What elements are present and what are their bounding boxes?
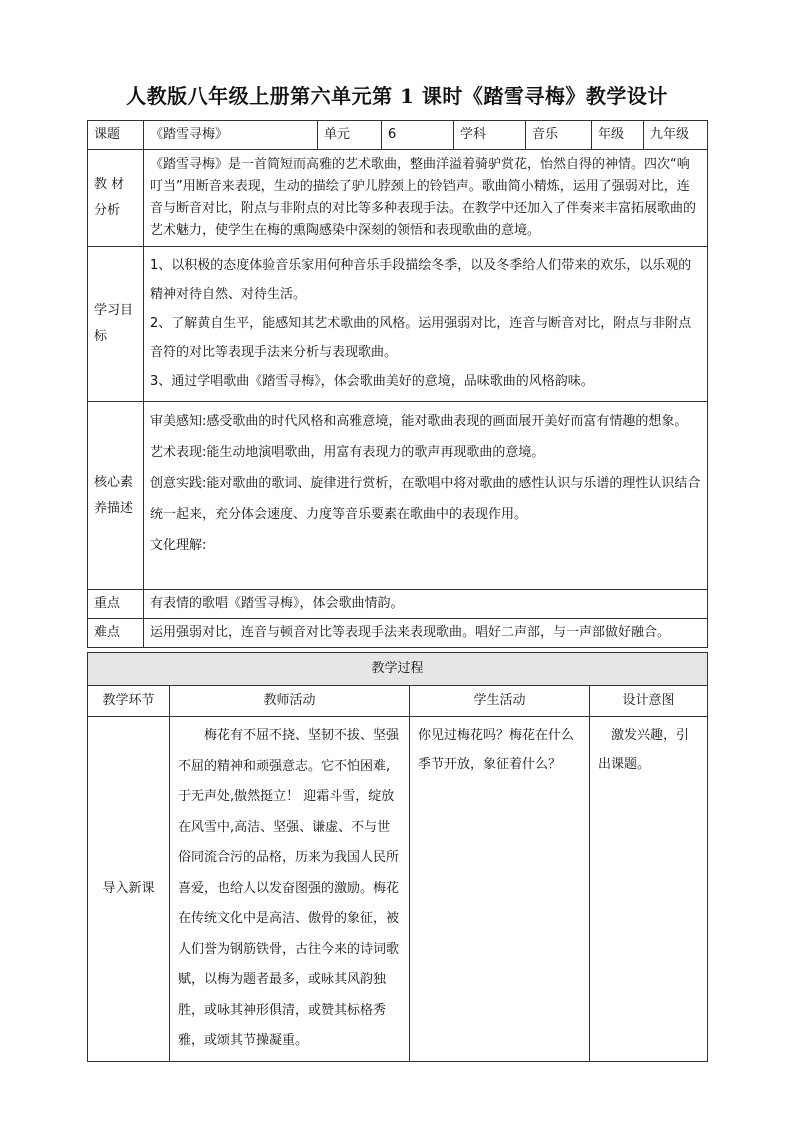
header-intent: 设计意图 xyxy=(590,686,708,717)
goal-item: 1、以积极的态度体验音乐家用何种音乐手段描绘冬季，以及冬季给人们带来的欢乐，以乐观的精神对待自然、对待生活。 xyxy=(150,258,692,302)
header-stage: 教学环节 xyxy=(88,686,170,717)
unit-value: 6 xyxy=(382,121,454,150)
teacher-activity: 梅花有不屈不挠、坚韧不拔、坚强不屈的精神和顽强意志。它不怕困难,于无声处,傲然挺立！ 迎霜斗雪，绽放在风雪中,高洁、坚强、谦虚、不与世俗同流合污的品格，历来为我国人民所喜爱，也给人以发奋图强的激励。梅花在传统文化中是高洁、傲骨的象征，被人们誉为钢筋铁骨，古往今来的诗词歌赋，以梅为题者最多，或咏其风韵独胜，或咏其神形俱清，或赞其标格秀雅，或颂其节操凝重。 xyxy=(170,717,410,1062)
goals-list xyxy=(144,247,708,402)
process-row xyxy=(88,717,708,1062)
difficulty-row xyxy=(88,619,708,648)
topic-label: 课题 xyxy=(88,121,144,150)
goals-row xyxy=(88,247,708,402)
unit-label: 单元 xyxy=(318,121,382,150)
literacy-label: 核心素养描述 xyxy=(88,402,144,590)
literacy-item: 文化理解: xyxy=(150,538,207,553)
key-point-row xyxy=(88,590,708,619)
topic-value: 《踏雪寻梅》 xyxy=(144,121,318,150)
literacy-item: 审美感知:感受歌曲的时代风格和高雅意境，能对歌曲表现的画面展开美好而富有情趣的想象。 xyxy=(150,414,688,429)
key-point-label: 重点 xyxy=(88,590,144,619)
process-title: 教学过程 xyxy=(88,653,708,686)
topic-row xyxy=(88,121,708,150)
student-activity: 你见过梅花吗？梅花在什么季节开放，象征着什么？ xyxy=(410,717,590,1062)
analysis-row xyxy=(88,150,708,247)
literacy-item: 艺术表现:能生动地演唱歌曲，用富有表现力的歌声再现歌曲的意境。 xyxy=(150,445,545,460)
literacy-item: 创意实践:能对歌曲的歌词、旋律进行赏析，在歌唱中将对歌曲的感性认识与乐谱的理性认识结合统一起来，充分体会速度、力度等音乐要素在歌曲中的表现作用。 xyxy=(150,476,701,522)
header-teacher: 教师活动 xyxy=(170,686,410,717)
key-point-text: 有表情的歌唱《踏雪寻梅》，体会歌曲情韵。 xyxy=(144,590,708,619)
goal-item: 2、了解黄自生平，能感知其艺术歌曲的风格。运用强弱对比，连音与断音对比，附点与非附点音符的对比等表现手法来分析与表现歌曲。 xyxy=(150,316,692,360)
header-student: 学生活动 xyxy=(410,686,590,717)
difficulty-text: 运用强弱对比，连音与顿音对比等表现手法来表现歌曲。唱好二声部，与一声部做好融合。 xyxy=(144,619,708,648)
grade-value: 九年级 xyxy=(644,121,708,150)
subject-label: 学科 xyxy=(454,121,526,150)
stage-cell: 导入新课 xyxy=(88,717,170,1062)
literacy-row xyxy=(88,402,708,590)
goal-item: 3、通过学唱歌曲《踏雪寻梅》，体会歌曲美好的意境，品味歌曲的风格韵味。 xyxy=(150,374,594,389)
teaching-process-table xyxy=(87,652,708,1062)
difficulty-label: 难点 xyxy=(88,619,144,648)
literacy-list xyxy=(144,402,708,590)
page-title: 人教版八年级上册第六单元第 1 课时《踏雪寻梅》教学设计 xyxy=(126,84,668,108)
lesson-info-table xyxy=(87,120,708,648)
analysis-text: 《踏雪寻梅》是一首简短而高雅的艺术歌曲，整曲洋溢着骑驴赏花，怡然自得的神情。四次“响叮当”用断音来表现，生动的描绘了驴儿脖颈上的铃铛声。歌曲简小精炼，运用了强弱对比，连音与断音对比，附点与非附点的对比等多种表现手法。在教学中还加入了伴奏来丰富拓展歌曲的艺术魅力，使学生在梅的熏陶感染中深刻的领悟和表现歌曲的意境。 xyxy=(144,150,708,247)
goals-label: 学习目标 xyxy=(88,247,144,402)
analysis-label: 教 材分析 xyxy=(88,150,144,247)
grade-label: 年级 xyxy=(592,121,644,150)
design-intent: 激发兴趣，引出课题。 xyxy=(590,717,708,1062)
subject-value: 音乐 xyxy=(526,121,592,150)
